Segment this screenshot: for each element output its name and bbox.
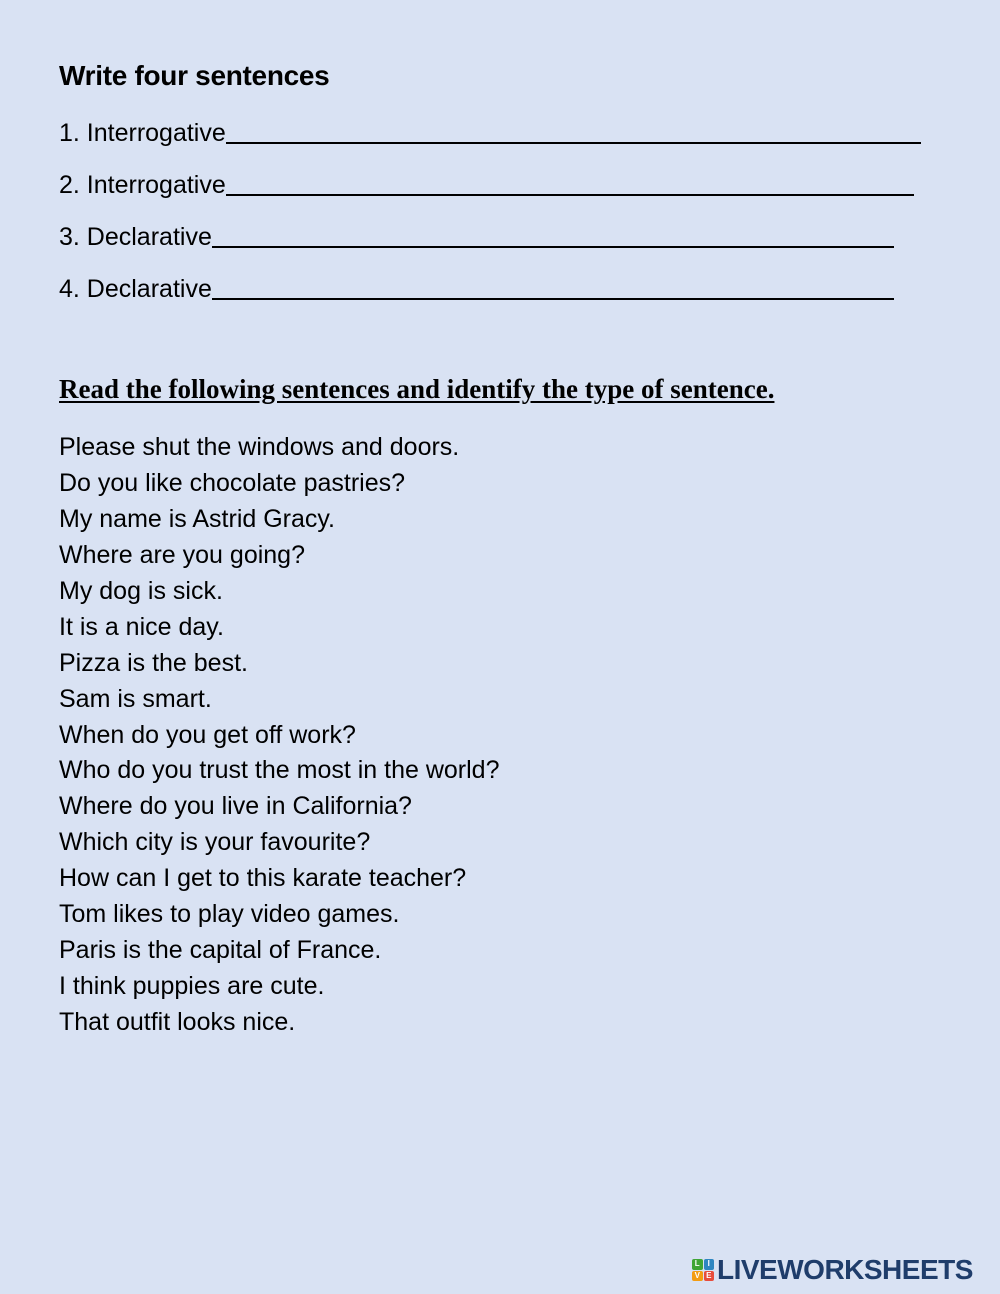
sentence-task-1 [59,114,921,148]
task-label: 3. Declarative [59,223,212,251]
answer-blank[interactable] [226,168,914,196]
sentence-item: That outfit looks nice. [59,1008,296,1036]
sentence-item: When do you get off work? [59,720,356,749]
sentence-item: Where do you live in California? [59,792,412,821]
liveworksheets-logo[interactable] [692,1255,973,1285]
task-label: 4. Declarative [59,275,212,303]
logo-tile: I [704,1259,715,1270]
sentence-item: I think puppies are cute. [59,972,325,1001]
sentence-item: Who do you trust the most in the world? [59,756,500,785]
sentence-item: Pizza is the best. [59,648,248,677]
sentence-task-3 [59,218,894,252]
sentence-item: Which city is your favourite? [59,828,371,857]
logo-tile: V [692,1271,703,1282]
answer-blank[interactable] [212,272,894,300]
task-label: 1. Interrogative [59,119,226,147]
section-heading: Read the following sentences and identify the type of sentence. [59,374,775,404]
sentence-item: My name is Astrid Gracy. [59,504,335,533]
logo-icon [692,1259,714,1281]
brand-name: LIVEWORKSHEETS [717,1254,973,1285]
sentence-item: Paris is the capital of France. [59,936,382,965]
sentence-item: Tom likes to play video games. [59,900,400,929]
sentence-list [59,430,500,1041]
sentence-item: Sam is smart. [59,684,212,713]
logo-tile: L [692,1259,703,1270]
sentence-item: How can I get to this karate teacher? [59,864,467,893]
worksheet-title: Write four sentences [59,60,330,91]
sentence-task-2 [59,166,914,200]
sentence-item: Where are you going? [59,540,305,569]
sentence-item: Please shut the windows and doors. [59,433,460,461]
logo-tile: E [704,1271,715,1282]
answer-blank[interactable] [226,116,921,144]
sentence-item: Do you like chocolate pastries? [59,468,406,497]
answer-blank[interactable] [212,220,894,248]
task-label: 2. Interrogative [59,171,226,199]
sentence-item: My dog is sick. [59,576,223,605]
sentence-item: It is a nice day. [59,612,224,641]
sentence-task-4 [59,270,894,304]
